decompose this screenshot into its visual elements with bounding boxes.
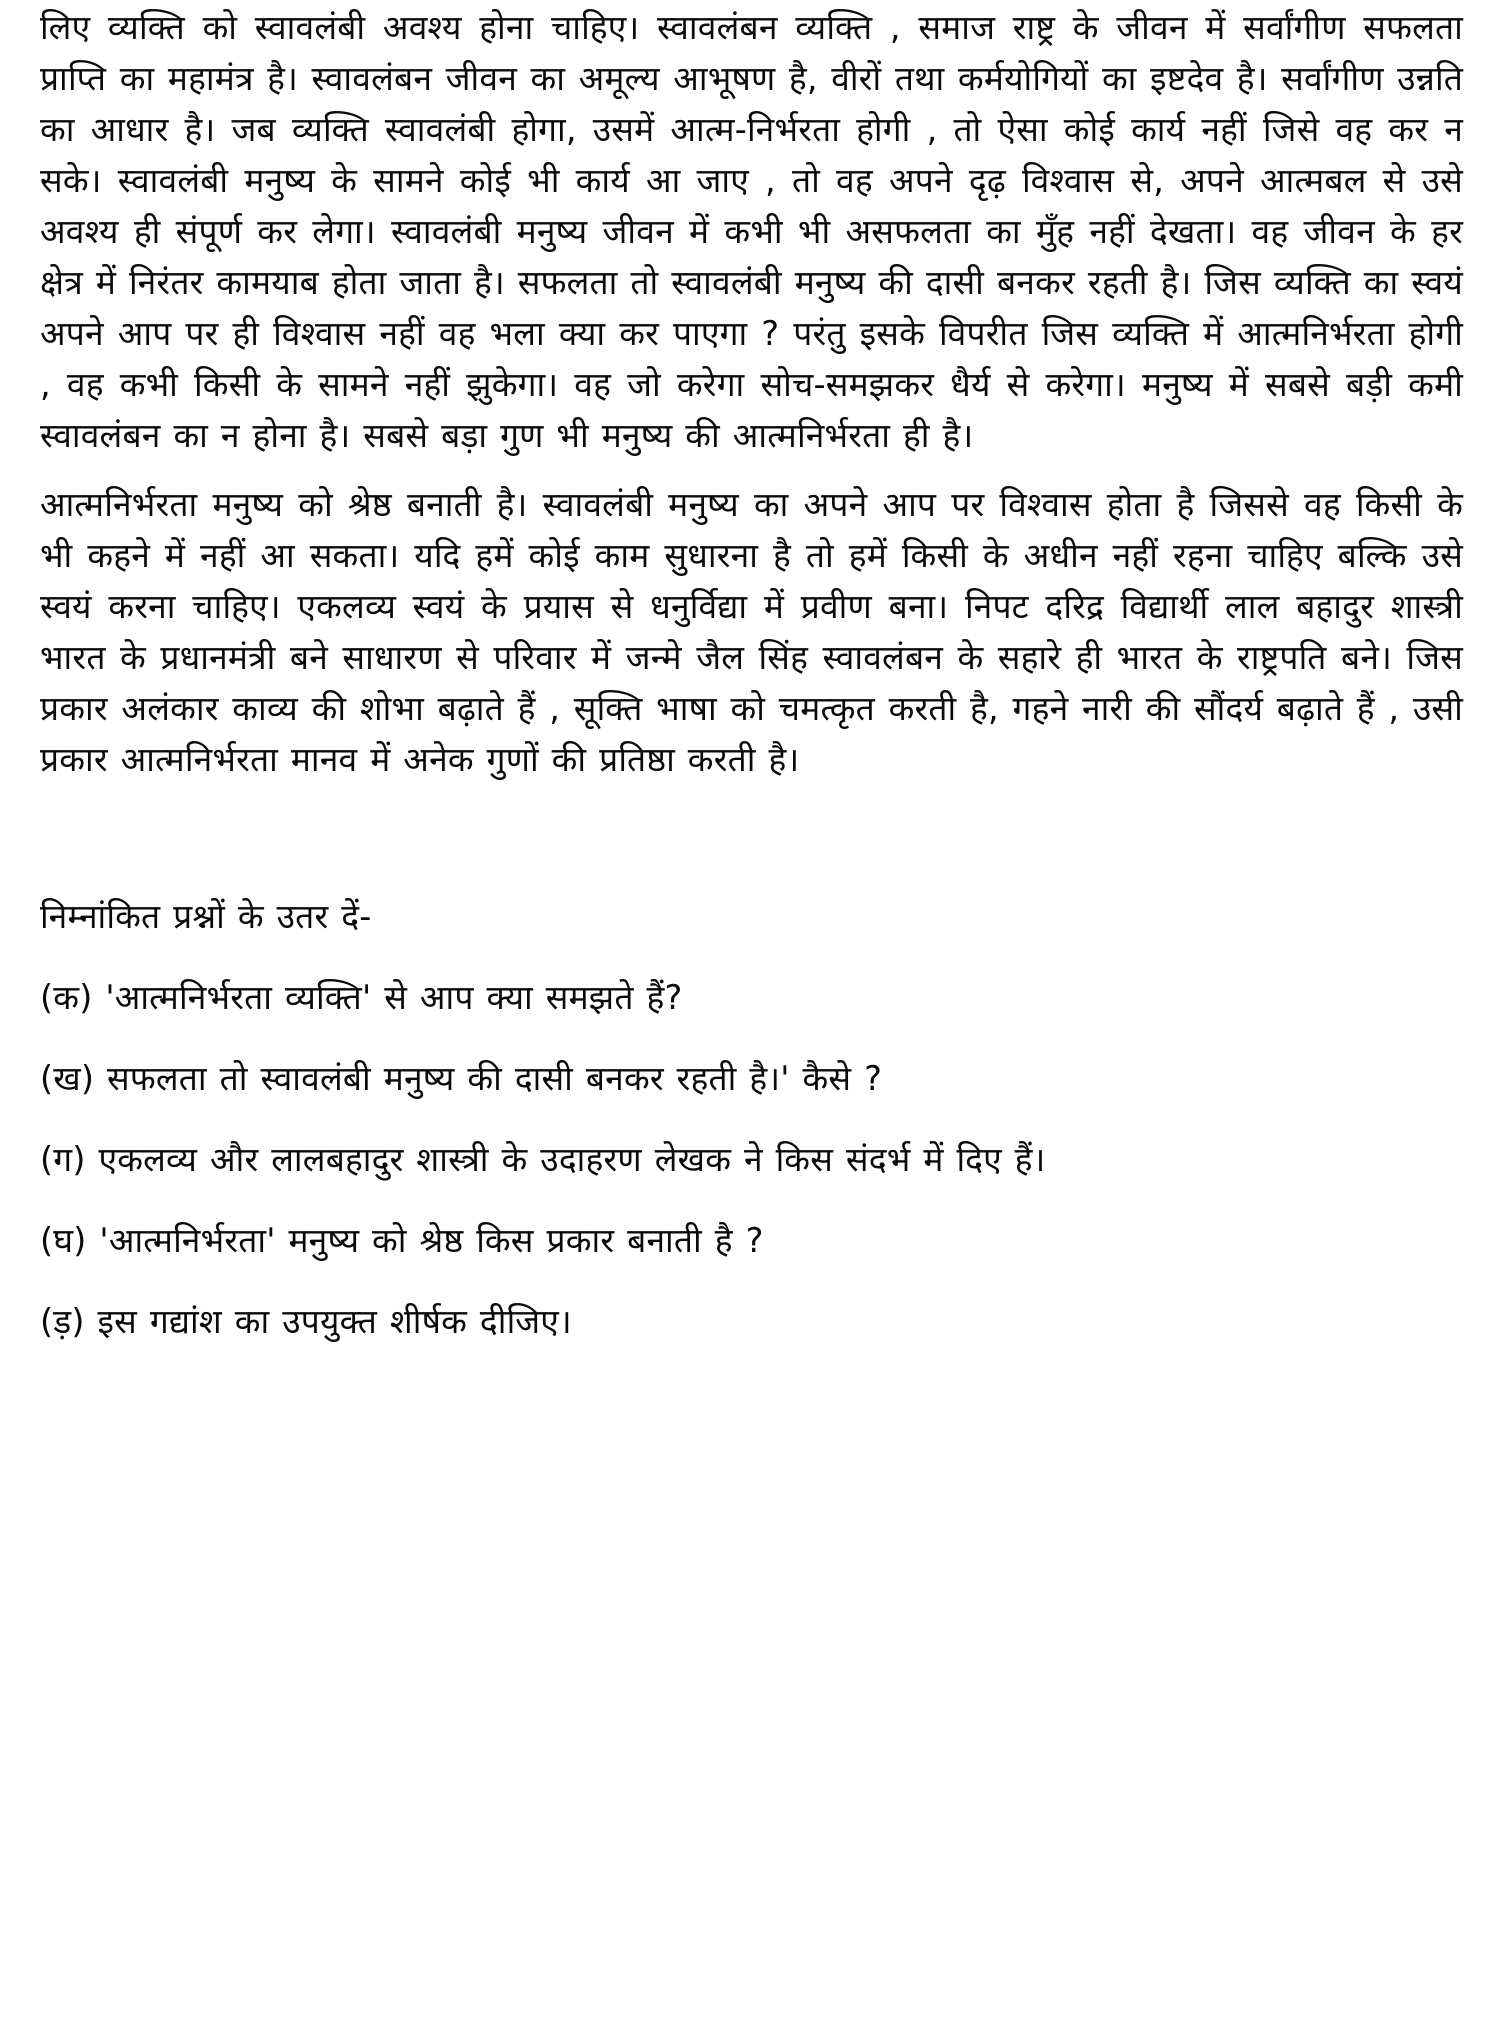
question-text-ka: 'आत्मनिर्भरता व्यक्ति' से आप क्या समझते हैं? (105, 978, 683, 1017)
question-item-nga (40, 1296, 1463, 1347)
question-label-ka: (क) (40, 978, 93, 1017)
question-label-ga: (ग) (40, 1140, 86, 1179)
passage-paragraph-1: लिए व्यक्ति को स्वावलंबी अवश्य होना चाहिए। स्वावलंबन व्यक्ति , समाज राष्ट्र के जीवन में सर्वांगीण सफलता प्राप्ति का महामंत्र है। स्वावलंबन जीवन का अमूल्य आभूषण है, वीरों तथा कर्मयोगियों का इष्टदेव है। सर्वांगीण उन्नति का आधार है। जब व्यक्ति स्वावलंबी होगा, उसमें आत्म-निर्भरता होगी , तो ऐसा कोई कार्य नहीं जिसे वह कर न सके। स्वावलंबी मनुष्य के सामने कोई भी कार्य आ जाए , तो वह अपने दृढ़ विश्वास से, अपने आत्मबल से उसे अवश्य ही संपूर्ण कर लेगा। स्वावलंबी मनुष्य जीवन में कभी भी असफलता का मुँह नहीं देखता। वह जीवन के हर क्षेत्र में निरंतर कामयाब होता जाता है। सफलता तो स्वावलंबी मनुष्य की दासी बनकर रहती है। जिस व्यक्ति का स्वयं अपने आप पर ही विश्वास नहीं वह भला क्या कर पाएगा ? परंतु इसके विपरीत जिस व्यक्ति में आत्मनिर्भरता होगी , वह कभी किसी के सामने नहीं झुकेगा। वह जो करेगा सोच-समझकर धैर्य से करेगा। मनुष्य में सबसे बड़ी कमी स्वावलंबन का न होना है। सबसे बड़ा गुण भी मनुष्य की आत्मनिर्भरता ही है। (40, 8, 1463, 455)
question-text-nga: इस गद्यांश का उपयुक्त शीर्षक दीजिए। (97, 1302, 572, 1341)
question-item-ga (40, 1134, 1463, 1185)
question-text-kha: सफलता तो स्वावलंबी मनुष्य की दासी बनकर रहती है।' कैसे ? (107, 1059, 883, 1098)
document-body (40, 0, 1463, 1347)
question-text-ga: एकलव्य और लालबहादुर शास्त्री के उदाहरण लेखक ने किस संदर्भ में दिए हैं। (98, 1140, 1046, 1179)
passage-paragraph-2: आत्मनिर्भरता मनुष्य को श्रेष्ठ बनाती है। स्वावलंबी मनुष्य का अपने आप पर विश्वास होता है जिससे वह किसी के भी कहने में नहीं आ सकता। यदि हमें कोई काम सुधारना है तो हमें किसी के अधीन नहीं रहना चाहिए बल्कि उसे स्वयं करना चाहिए। एकलव्य स्वयं के प्रयास से धनुर्विद्या में प्रवीण बना। निपट दरिद्र विद्यार्थी लाल बहादुर शास्त्री भारत के प्रधानमंत्री बने साधारण से परिवार में जन्मे जैल सिंह स्वावलंबन के सहारे ही भारत के राष्ट्रपति बने। जिस प्रकार अलंकार काव्य की शोभा बढ़ाते हैं , सूक्ति भाषा को चमत्कृत करती है, गहने नारी की सौंदर्य बढ़ाते हैं , उसी प्रकार आत्मनिर्भरता मानव में अनेक गुणों की प्रतिष्ठा करती है। (40, 485, 1463, 779)
question-item-kha (40, 1053, 1463, 1104)
question-label-kha: (ख) (40, 1059, 95, 1098)
questions-heading: निम्नांकित प्रश्नों के उतर दें- (40, 897, 372, 936)
question-item-gha (40, 1215, 1463, 1266)
question-label-nga: (ड़) (40, 1302, 85, 1341)
question-label-gha: (घ) (40, 1221, 87, 1260)
question-text-gha: 'आत्मनिर्भरता' मनुष्य को श्रेष्ठ किस प्रकार बनाती है ? (99, 1221, 764, 1260)
question-item-ka (40, 972, 1463, 1023)
section-spacer (40, 795, 1463, 891)
questions-list (40, 972, 1463, 1347)
